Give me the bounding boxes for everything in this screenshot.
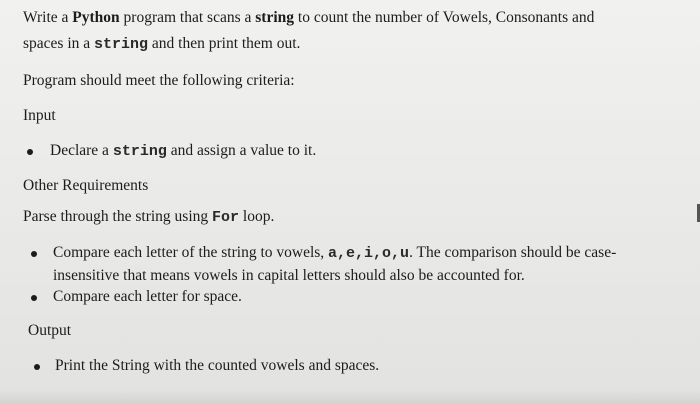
output-heading: Output [28,322,72,339]
bullet-icon [31,251,37,257]
bullet-text: and assign a value to it. [166,142,317,159]
intro-line-1 [23,8,594,28]
intro-text: Write a [23,9,73,26]
bullet-icon [34,364,40,370]
criteria-heading: Program should meet the following criteria: [23,72,295,89]
intro-text: spaces in a [23,35,95,52]
compare-vowels-line-2: insensitive that means vowels in capital letters should also be accounted for. [53,267,525,284]
string-code: string [112,143,167,160]
bullet-text: . The comparison should be case- [409,244,617,261]
compare-vowels-line-1 [53,243,616,264]
string-keyword: string [255,9,295,26]
bottom-shadow [0,390,700,404]
output-bullet-text: Print the String with the counted vowels and spaces. [55,357,380,374]
bullet-text: Declare a [50,142,113,159]
bullet-icon [31,295,37,301]
parse-text: Parse through the string using [23,208,212,225]
compare-space-text: Compare each letter for space. [53,288,242,305]
intro-text: and then print them out. [148,35,301,52]
input-bullet-text [50,141,316,162]
input-heading: Input [23,107,56,124]
parse-instruction [23,207,274,228]
intro-text: program that scans a [119,9,256,26]
string-code: string [94,36,149,53]
vowels-code: a,e,i,o,u [328,245,410,262]
parse-text: loop. [239,208,275,225]
for-code: For [212,209,240,226]
intro-line-2 [23,34,300,55]
python-keyword: Python [72,9,120,26]
bullet-text: Compare each letter of the string to vowels, [53,244,329,261]
intro-text: to count the number of Vowels, Consonants and [294,9,595,26]
bullet-icon [27,149,33,155]
other-requirements-heading: Other Requirements [23,177,149,194]
